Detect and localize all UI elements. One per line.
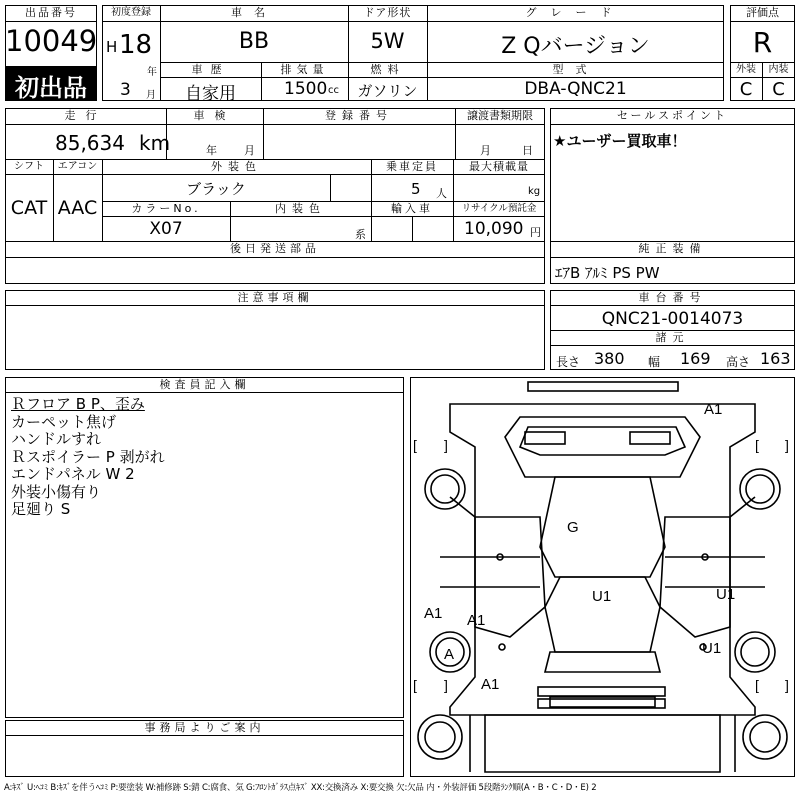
history: 自家用 — [185, 84, 236, 104]
width-label: 幅 — [648, 355, 661, 369]
inspector-note-line: 足廻り S — [11, 500, 71, 518]
length-label: 長さ — [556, 355, 581, 369]
height-value: 163 — [760, 349, 791, 368]
exterior-score-label: 外装 — [736, 64, 756, 75]
door-type: 5W — [370, 29, 405, 53]
mark-u1-center: U1 — [592, 588, 612, 605]
bracket-left-top-end: ] — [444, 437, 448, 453]
first-reg-month: 3 — [120, 80, 131, 100]
month-unit: 月 — [146, 90, 156, 101]
roof — [540, 477, 665, 577]
sales-point-label: セールスポイント — [616, 109, 728, 122]
underbody-bottom — [485, 715, 720, 772]
exterior-color: ブラック — [186, 180, 246, 198]
first-reg-year: 18 — [119, 30, 153, 60]
capacity-value: 5 — [411, 180, 421, 198]
inspection-label: 車検 — [193, 109, 236, 122]
displacement-label: 排気量 — [280, 63, 329, 76]
lot-number: 10049 — [5, 24, 98, 58]
legend-text: A:ｷｽﾞ U:ﾍｺﾐ B:ｷｽﾞを伴うﾍｺﾐ P:要塗装 W:補修跡 S:錆 C:腐食、気 G:ﾌﾛﾝﾄｶﾞﾗｽ点ｷｽﾞ XX:交換済み X:要交換 欠:欠品 内・外装評価 5段階ﾗﾝｸ順(A・B・C・D・E) 2 — [4, 783, 597, 793]
mileage-unit: km — [139, 131, 171, 155]
mark-a1-top: A1 — [704, 401, 723, 418]
inspector-label: 検査員記入欄 — [159, 378, 250, 391]
fuel-label: 燃料 — [370, 63, 405, 76]
transfer-month-unit: 月 — [480, 144, 491, 157]
bracket-left-bottom-end: ] — [444, 677, 448, 693]
ac-label: エアコン — [57, 161, 98, 172]
car-name-label: 車名 — [231, 6, 277, 19]
mileage-label: 走行 — [64, 109, 107, 122]
max-load-label: 最大積載量 — [469, 160, 529, 173]
shift-label: シフト — [14, 161, 44, 172]
mileage-value: 85,634 — [55, 131, 125, 155]
displacement-unit: cc — [328, 85, 339, 96]
sales-point-text: ★ユーザー買取車！ — [553, 132, 687, 150]
recycle-label: リサイクル預託金 — [461, 203, 537, 214]
mark-u1-right-bottom: U1 — [702, 640, 722, 657]
chassis-number: QNC21-0014073 — [601, 309, 744, 329]
mark-a1-left-edge: A1 — [424, 605, 443, 622]
mark-a-wheel: A — [444, 646, 455, 663]
front-bumper-strip — [528, 382, 678, 391]
right-side-panel — [660, 517, 730, 637]
inspector-note-line: Ｒスポイラー P 剥がれ — [11, 447, 165, 466]
max-load-unit: kg — [528, 186, 541, 197]
overall-score: R — [752, 26, 773, 59]
recycle-unit: 円 — [530, 226, 541, 239]
fuel: ガソリン — [357, 82, 418, 100]
transfer-day-unit: 日 — [522, 144, 533, 157]
bracket-right-bottom-end: ] — [785, 677, 789, 693]
displacement: 1500 — [284, 79, 328, 99]
bracket-left-top: [ — [413, 437, 417, 453]
bracket-right-top-end: ] — [785, 437, 789, 453]
bracket-right-bottom: [ — [755, 677, 759, 693]
car-diagram — [410, 377, 795, 777]
wheel-rear-right-inner — [741, 638, 769, 666]
mark-a1-left-door: A1 — [467, 612, 486, 629]
model-label: 型式 — [552, 63, 599, 76]
interior-color-unit: 系 — [355, 228, 366, 241]
spare-wheel-left-inner — [425, 722, 455, 752]
bracket-left-bottom: [ — [413, 677, 417, 693]
wheel-front-left-inner — [431, 475, 459, 503]
parts-label: 後日発送部品 — [230, 242, 320, 255]
chassis-label: 車台番号 — [638, 291, 707, 304]
width-value: 169 — [680, 349, 711, 368]
interior-score-label: 内装 — [768, 64, 789, 75]
equipment-value: ｴｱB ｱﾙﾐ PS PW — [555, 264, 660, 282]
color-no-label: カラーNo. — [131, 202, 201, 215]
mark-u1-right-top: U1 — [716, 586, 736, 603]
equipment-label: 純正装備 — [638, 242, 707, 255]
height-label: 高さ — [726, 355, 751, 369]
registration-label: 登録番号 — [325, 109, 393, 122]
front-grille-left — [525, 432, 565, 444]
shift-value: CAT — [10, 197, 48, 219]
capacity-unit: 人 — [436, 187, 447, 200]
left-side-panel — [475, 517, 545, 637]
exterior-color-label: 外装色 — [211, 160, 262, 173]
wheel-front-right-inner — [746, 475, 774, 503]
hood-panel — [505, 417, 700, 477]
inspector-note-line: ハンドルすれ — [11, 430, 102, 448]
inspector-note-line: カーペット焦げ — [11, 412, 117, 431]
rear-hatch — [545, 652, 660, 672]
front-grille-right — [630, 432, 670, 444]
spare-wheel-right-inner — [750, 722, 780, 752]
recycle-fee: 10,090 — [464, 219, 524, 239]
color-number: X07 — [149, 219, 183, 239]
lot-number-label: 出品番号 — [25, 6, 77, 19]
history-label: 車歴 — [191, 63, 230, 76]
era-letter: H — [106, 38, 118, 56]
inspection-month-unit: 月 — [244, 144, 255, 157]
mark-g: G — [567, 519, 579, 536]
first-listing-label: 初出品 — [15, 74, 87, 102]
import-label: 輸入車 — [391, 202, 433, 215]
grade-label: グレード — [525, 6, 626, 19]
grade: Z Qバージョン — [501, 34, 650, 59]
bracket-right-top: [ — [755, 437, 759, 453]
dimensions-label: 諸元 — [655, 331, 690, 344]
rear-bumper-strip — [538, 687, 665, 696]
inspector-note-line: Ｒフロア B P、歪み — [11, 395, 145, 413]
capacity-label: 乗車定員 — [386, 160, 438, 173]
inspector-notes — [11, 396, 165, 519]
notes-label: 注意事項欄 — [237, 291, 313, 304]
model-code: DBA-QNC21 — [524, 79, 627, 99]
inspector-note-line: 外装小傷有り — [11, 482, 102, 501]
exterior-score: C — [739, 79, 753, 100]
office-notice-label: 事務局よりご案内 — [144, 721, 265, 734]
first-reg-label: 初度登録 — [111, 7, 151, 18]
door-label: ドア形状 — [363, 6, 412, 19]
car-name: BB — [238, 29, 270, 54]
inspection-year-unit: 年 — [206, 144, 217, 157]
interior-color-label: 内装色 — [275, 202, 326, 215]
mark-a1-rear: A1 — [481, 676, 500, 693]
interior-score: C — [772, 79, 785, 100]
ac-value: AAC — [57, 197, 98, 219]
transfer-deadline-label: 譲渡書類期限 — [467, 109, 533, 122]
year-unit: 年 — [147, 67, 157, 78]
score-label: 評価点 — [746, 6, 779, 19]
length-value: 380 — [594, 349, 625, 368]
body-outline — [450, 404, 755, 715]
inspector-note-line: エンドパネル W 2 — [11, 465, 135, 483]
